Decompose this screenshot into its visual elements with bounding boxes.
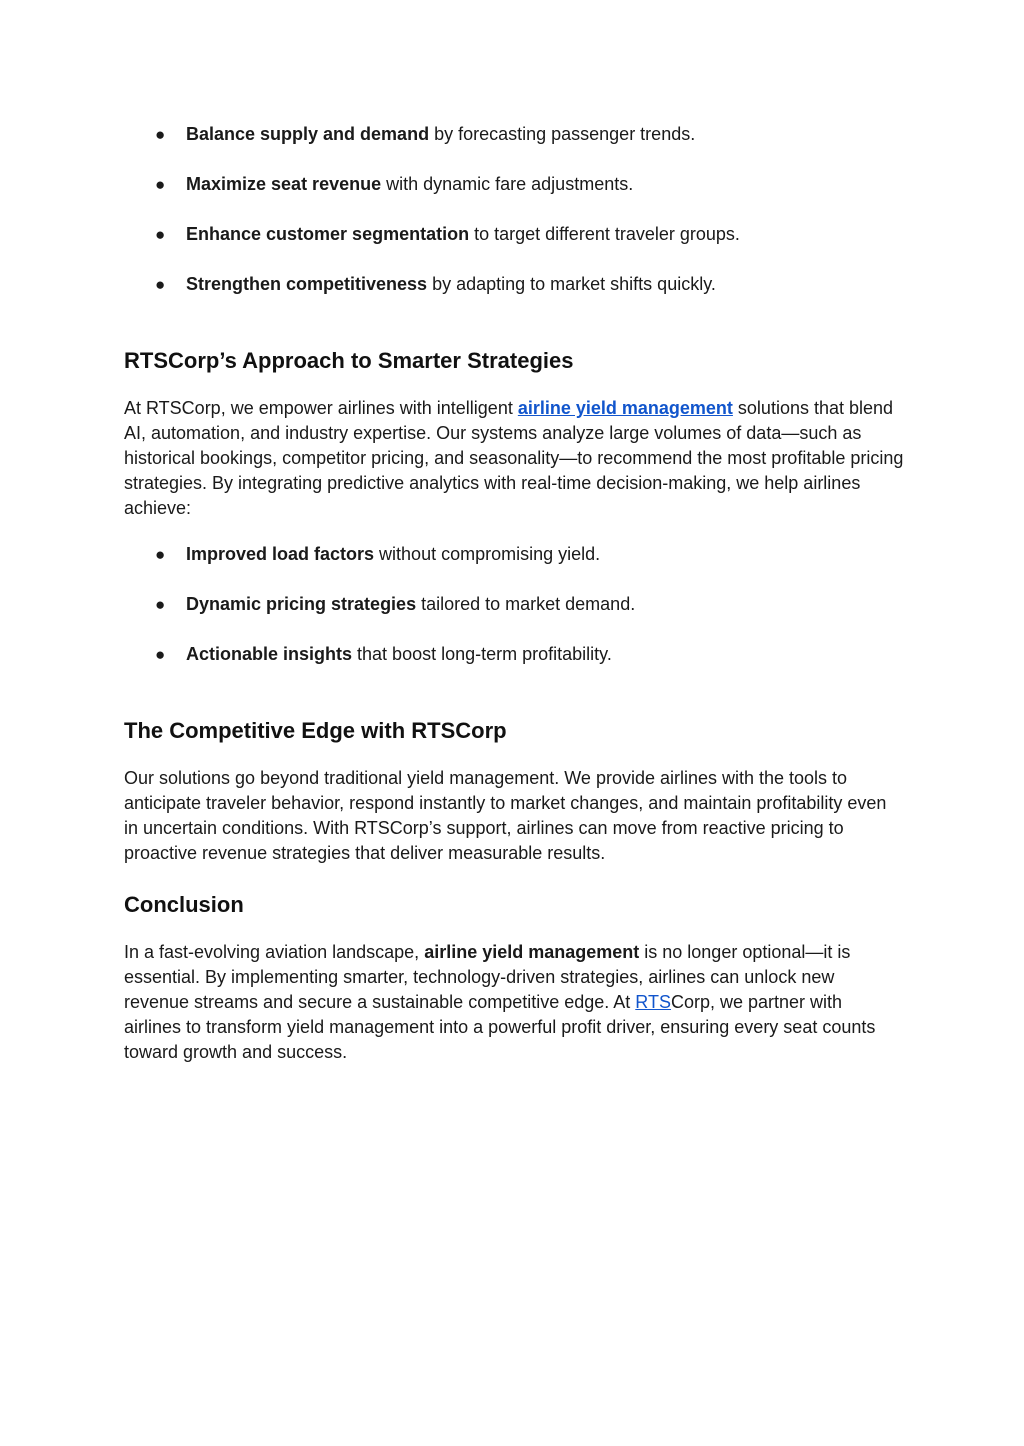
list-item <box>124 642 635 667</box>
list-item <box>124 222 740 247</box>
competitive-edge-paragraph: Our solutions go beyond traditional yield management. We provide airlines with the tools to anticipate traveler behavior, respond instantly to market changes, and maintain profitability even in uncertain conditions. With RTSCorp’s support, airlines can move from reactive pricing to proactive revenue strategies that deliver measurable results. <box>124 768 887 863</box>
approach-bullet-list <box>124 542 635 667</box>
conclusion-text-1: In a fast-evolving aviation landscape, <box>124 942 425 962</box>
conclusion-bold-term: airline yield management <box>424 942 640 962</box>
list-item-bold: Maximize seat revenue <box>186 174 382 194</box>
bullet-icon: ● <box>155 275 166 294</box>
list-item <box>124 272 740 297</box>
list-item-bold: Enhance customer segmentation <box>186 224 470 244</box>
list-item-text: without compromising yield. <box>374 544 601 564</box>
bullet-icon: ● <box>155 225 166 244</box>
bullet-icon: ● <box>155 595 166 614</box>
conclusion-text-2: is no longer optional—it is essential. By implementing smarter, technology-driven strategies, airlines can unlock new revenue streams and secure a sustainable competitive edge. At <box>124 942 851 1012</box>
competitive-edge-heading: The Competitive Edge with RTSCorp <box>124 718 507 743</box>
list-item <box>124 542 635 567</box>
list-item <box>124 122 740 147</box>
approach-text-before-link: At RTSCorp, we empower airlines with intelligent <box>124 398 518 418</box>
list-item-bold: Improved load factors <box>186 544 375 564</box>
bullet-icon: ● <box>155 545 166 564</box>
conclusion-text-3: Corp, we partner with airlines to transform yield management into a powerful profit driver, ensuring every seat counts toward growth and success. <box>124 992 876 1062</box>
bullet-icon: ● <box>155 175 166 194</box>
rts-link[interactable]: RTS <box>635 992 671 1012</box>
approach-paragraph <box>124 396 904 521</box>
intro-bullet-list <box>124 122 740 297</box>
list-item-bold: Strengthen competitiveness <box>186 274 428 294</box>
list-item-text: to target different traveler groups. <box>469 224 740 244</box>
list-item-text: tailored to market demand. <box>416 594 636 614</box>
bullet-icon: ● <box>155 645 166 664</box>
approach-text-after-link: solutions that blend AI, automation, and industry expertise. Our systems analyze large volumes of data—such as historical bookings, competitor pricing, and seasonality—to recommend the most profitable pricing strategies. By integrating predictive analytics with real-time decision-making, we help airlines achieve: <box>124 398 904 518</box>
list-item-bold: Dynamic pricing strategies <box>186 594 417 614</box>
list-item-bold: Balance supply and demand <box>186 124 430 144</box>
airline-yield-management-link[interactable]: airline yield management <box>517 398 733 418</box>
list-item-text: with dynamic fare adjustments. <box>381 174 634 194</box>
list-item-text: that boost long-term profitability. <box>352 644 612 664</box>
list-item <box>124 592 635 617</box>
list-item <box>124 172 740 197</box>
bullet-icon: ● <box>155 125 166 144</box>
conclusion-heading: Conclusion <box>124 892 244 917</box>
list-item-text: by forecasting passenger trends. <box>429 124 696 144</box>
approach-heading: RTSCorp’s Approach to Smarter Strategies <box>124 348 574 373</box>
conclusion-paragraph <box>124 940 904 1065</box>
list-item-text: by adapting to market shifts quickly. <box>427 274 716 294</box>
list-item-bold: Actionable insights <box>186 644 353 664</box>
